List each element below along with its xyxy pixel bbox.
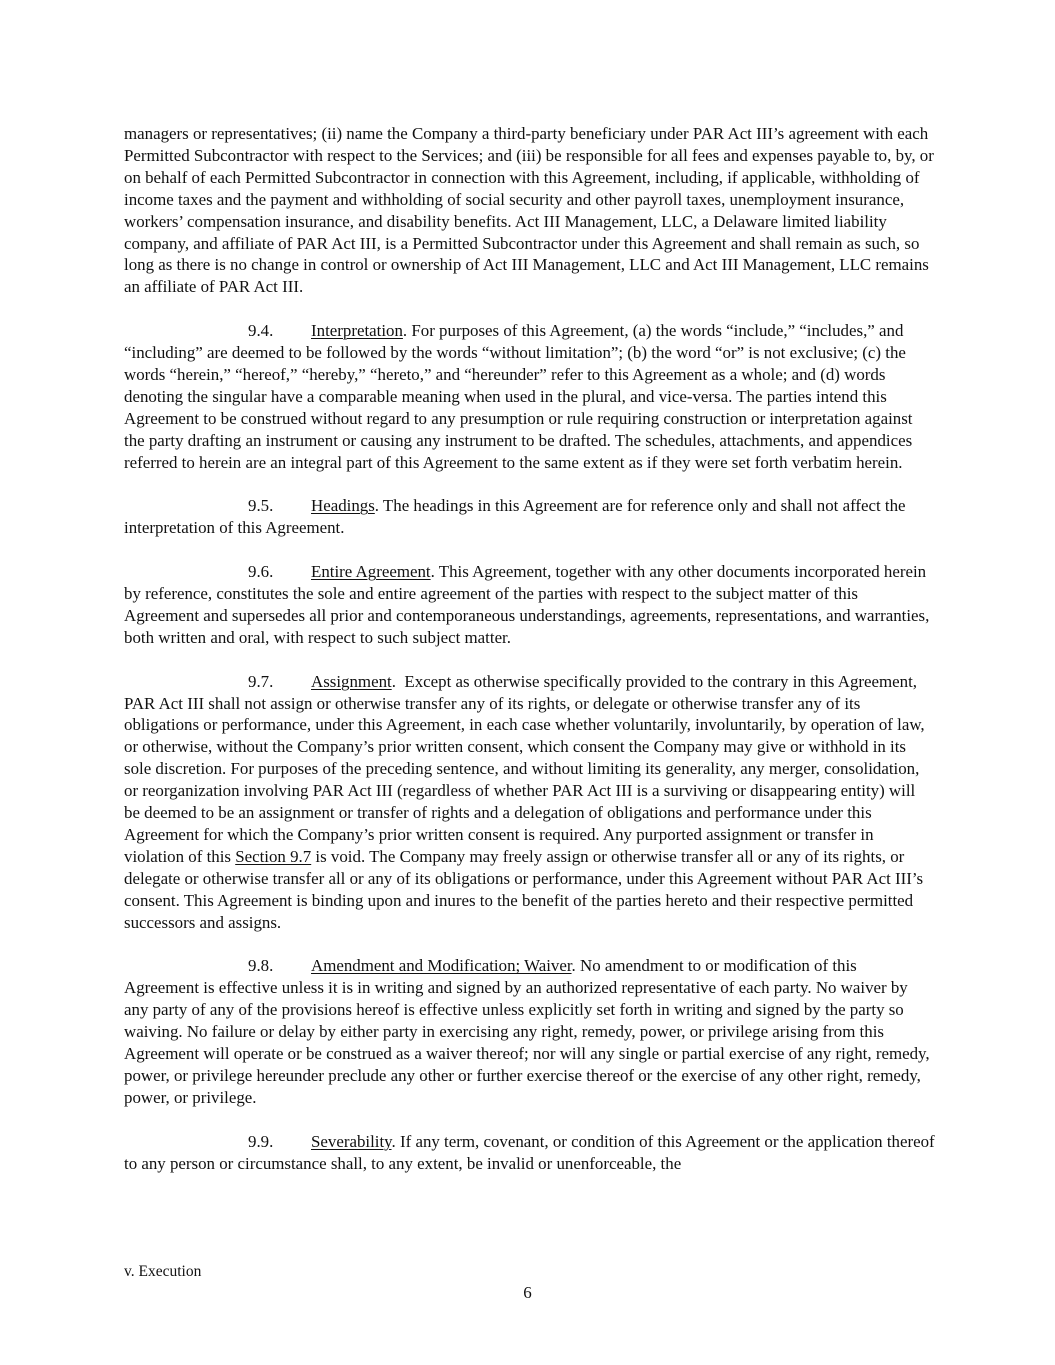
paragraph-text: . No amendment to or modification of this Agreement is effective unless it is in writing and signed by an authorized representative of each party. No waiver by any party of any of the provisions hereof is effective unless explicitly set forth in writing and signed by the party so waiving. No failure or delay by either party in exercising any right, remedy, power, or privilege arising from this Agreement will operate or be construed as a waiver thereof; nor will any single or partial exercise of any right, remedy, power, or privilege hereunder preclude any other or further exercise thereof or the exercise of any other right, remedy, power, or privilege.: [124, 956, 930, 1107]
section-number: 9.7.: [248, 671, 274, 691]
paragraph-text: managers or representatives; (ii) name the Company a third-party beneficiary under PAR Act III’s agreement with each Permitted Subcontractor with respect to the Services; and (iii) be responsible for all fees and expenses payable to, by, or on behalf of each Permitted Subcontractor in connection with this Agreement, including, if applicable, withholding of income taxes and the payment and withholding of social security and other payroll taxes, unemployment insurance, workers’ compensation insurance, and disability benefits. Act III Management, LLC, a Delaware limited liability company, and affiliate of PAR Act III, is a Permitted Subcontractor under this Agreement and shall remain as such, so long as there is no change in control or ownership of Act III Management, LLC and Act III Management, LLC remains an affiliate of PAR Act III.: [124, 124, 934, 297]
section-heading-headings: Headings: [311, 496, 375, 516]
paragraph-text: . For purposes of this Agreement, (a) the words “include,” “includes,” and “including” are deemed to be followed by the words “without limitation”; (b) the word “or” is not exclusive; (c) the words “herein,” “hereof,” “hereby,” “hereto,” and “hereunder” refer to this Agreement as a whole; and (d) words denoting the singular have a comparable meaning when used in the plural, and vice-versa. The parties intend this Agreement to be construed without regard to any presumption or rule requiring construction or interpretation against the party drafting an instrument or causing any instrument to be drafted. The schedules, attachments, and appendices referred to herein are an integral part of this Agreement to the same extent as if they were set forth verbatim herein.: [124, 321, 913, 472]
section-number: 9.6.: [248, 562, 274, 582]
section-heading-severability: Severability: [311, 1131, 392, 1151]
paragraph-9-5: [124, 495, 935, 539]
paragraph-9-8: [124, 955, 935, 1108]
page-number: 6: [523, 1283, 532, 1302]
section-number: 9.9.: [248, 1131, 274, 1151]
paragraph-text: . The headings in this Agreement are for reference only and shall not affect the interpretation of this Agreement.: [124, 496, 906, 538]
section-reference-link[interactable]: Section 9.7: [235, 846, 312, 866]
paragraph-9-6: [124, 561, 935, 649]
section-heading-amendment: Amendment and Modification; Waiver: [311, 956, 572, 976]
paragraph-text-continued: is void. The Company may freely assign or otherwise transfer all or any of its rights, or delegate or otherwise transfer all or any of its obligations or performance, under this Agreement without PAR Act III’s consent. This Agreement is binding upon and inures to the benefit of the parties hereto and their respective permitted successors and assigns.: [124, 846, 924, 932]
section-number: 9.4.: [248, 321, 274, 341]
section-heading-interpretation: Interpretation: [311, 321, 403, 341]
paragraph-9-3-continued: [124, 123, 935, 298]
document-body: [124, 123, 935, 1174]
section-heading-assignment: Assignment: [311, 671, 392, 691]
paragraph-text: . This Agreement, together with any other documents incorporated herein by reference, constitutes the sole and entire agreement of the parties with respect to the subject matter of this Agreement and supersedes all prior and contemporaneous understandings, agreements, representations, and warranties, both written and oral, with respect to such subject matter.: [124, 562, 930, 647]
paragraph-text: . Except as otherwise specifically provided to the contrary in this Agreement, PAR Act III shall not assign or otherwise transfer any of its rights, or delegate or otherwise transfer any of its obligations or performance, under this Agreement, in each case whether voluntarily, involuntarily, by operation of law, or otherwise, without the Company’s prior written consent, which consent the Company may give or withhold in its sole discretion. For purposes of the preceding sentence, and without limiting its generality, any merger, consolidation, or reorganization involving PAR Act III (regardless of whether PAR Act III is a surviving or disappearing entity) will be deemed to be an assignment or transfer of rights and a delegation of obligations and performance under this Agreement for which the Company’s prior written consent is required. Any purported assignment or transfer in violation of this: [124, 671, 929, 866]
paragraph-9-9: [124, 1131, 935, 1175]
paragraph-9-7: [124, 671, 935, 934]
paragraph-text: . If any term, covenant, or condition of this Agreement or the application thereof to any person or circumstance shall, to any extent, be invalid or unenforceable, the: [124, 1131, 935, 1173]
paragraph-9-4: [124, 320, 935, 473]
section-number: 9.8.: [248, 956, 274, 976]
footer-version-label: v. Execution: [124, 1263, 202, 1280]
section-heading-entire-agreement: Entire Agreement: [311, 562, 431, 582]
section-number: 9.5.: [248, 496, 274, 516]
